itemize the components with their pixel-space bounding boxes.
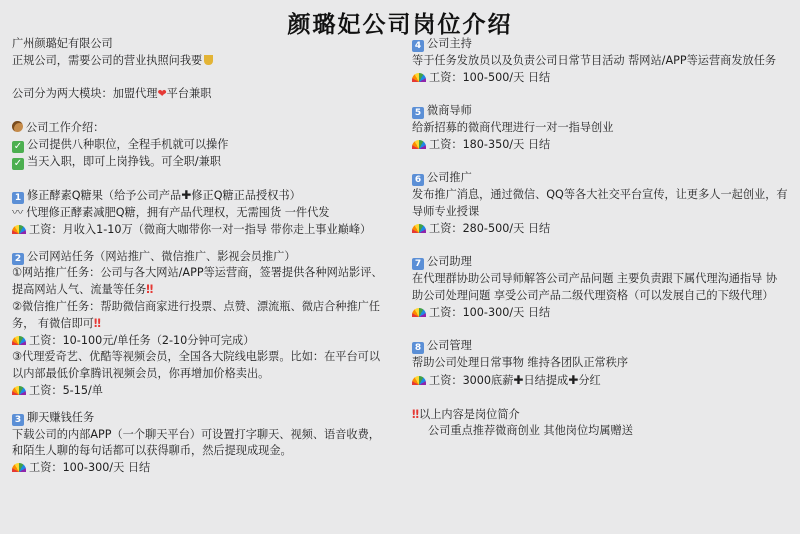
section-1-salary-text: 工资：月收入1-10万（微商大咖带你一对一指导 带你走上事业巅峰） [29,222,372,236]
plus-icon: ✚ [181,188,192,203]
rainbow-icon [12,336,26,345]
modules-line [12,86,388,103]
license-note [12,53,388,70]
section-8-salary-c: 分红 [578,373,601,387]
left-column [12,36,388,477]
plus-icon: ✚ [568,372,579,387]
work-intro-heading-text: 公司工作介绍： [26,120,105,134]
section-1-desc-text: 代理修正酵素减肥Q糖，拥有产品代理权，无需囤货 一件代发 [26,205,330,219]
section-2-salary-2-text: 工资：5-15/单 [29,383,103,397]
section-3-heading-text: 聊天赚钱任务 [27,410,95,424]
section-4-heading-text: 公司主持 [427,37,472,50]
work-intro-heading [12,120,388,137]
section-5-salary [412,137,788,154]
modules-prefix: 公司分为两大模块：加盟代理 [12,87,158,101]
wave-icon: 〰 [12,205,24,219]
footer-line-1-text: 以上内容是岗位简介 [419,407,520,421]
section-6-desc: 发布推广消息，通过微信、QQ等各大社交平台宣传，让更多人一起创业，有导师专业授课 [412,188,788,218]
trophy-icon [204,55,213,65]
rainbow-icon [12,463,26,472]
section-5-heading [412,103,788,120]
section-2-item-1 [12,265,388,299]
work-point-2 [12,154,388,171]
section-7-salary [412,305,788,322]
section-5-desc: 给新招募的微商代理进行一对一指导创业 [412,120,614,134]
section-4-desc: 等于任务发放员以及负责公司日常节目活动 帮网站/APP等运营商发放任务 [412,53,777,67]
rainbow-icon [412,224,426,233]
page-title: 颜璐妃公司岗位介绍 [287,11,513,38]
section-3-desc: 下载公司的内部APP（一个聊天平台）可设置打字聊天、视频、语音收费，和陌生人聊的每句话都可以获得聊币，然后提现成现金。 [12,427,380,458]
rainbow-icon [412,376,426,385]
section-6-heading-text: 公司推广 [427,171,472,185]
double-exclamation-icon: ‼ [412,407,420,421]
double-exclamation-icon: ‼ [93,316,101,330]
footer-line-2: 公司重点推荐微商创业 其他岗位均属赠送 [428,424,633,438]
section-1-desc [12,205,388,222]
section-2-salary-1-text: 工资：10-100元/单任务（2-10分钟可完成） [29,333,255,347]
section-3-salary [12,460,388,477]
work-point-1-text: 公司提供八种职位，全程手机就可以操作 [27,137,229,151]
section-2-salary-2 [12,383,388,400]
section-6-salary [412,221,788,238]
section-1-heading-a: 修正酵素Q糖果（给予公司产品 [27,189,182,203]
section-4-salary [412,70,788,87]
section-2-heading [12,249,388,266]
company-name: 广州颜璐妃有限公司 [12,37,113,50]
section-2-salary-1 [12,333,388,350]
number-3-icon: 3 [12,414,24,426]
modules-suffix: 平台兼职 [166,87,212,101]
section-2-heading-text: 公司网站任务（网站推广、微信推广、影视会员推广） [27,249,296,263]
cookie-icon [12,121,23,132]
number-4-icon: 4 [412,40,424,52]
plus-icon: ✚ [513,372,524,387]
section-7-heading [412,254,788,271]
right-column [412,36,788,440]
section-1-salary [12,222,388,239]
rainbow-icon [12,386,26,395]
footer-line-1 [412,407,788,424]
work-point-1 [12,137,388,154]
number-6-icon: 6 [412,174,424,186]
section-5-salary-text: 工资：180-350/天 日结 [429,137,551,151]
section-8-salary [412,372,788,390]
section-2-item-3: ③代理爱奇艺、优酷等视频会员，全国各大院线电影票。比如：在平台可以以内部最低价拿腾讯视频会员，你再增加价格卖出。 [12,350,381,381]
section-8-salary-b: 日结提成 [523,373,569,387]
section-2-item-1-text: ①网站推广任务：公司与各大网站/APP等运营商，签署提供各种网站影评、提高网站人气、流量等任务 [12,266,383,297]
number-1-icon: 1 [12,192,24,204]
section-4-heading [412,36,788,53]
number-5-icon: 5 [412,107,424,119]
section-3-salary-text: 工资：100-300/天 日结 [29,461,151,475]
section-4-salary-text: 工资：100-500/天 日结 [429,70,551,84]
check-icon: ✓ [13,157,23,169]
section-6-salary-text: 工资：280-500/天 日结 [429,221,551,235]
rainbow-icon [412,140,426,149]
rainbow-icon [412,308,426,317]
number-2-icon: 2 [12,253,24,265]
section-2-item-2 [12,299,388,333]
section-8-desc: 帮助公司处理日常事物 维持各团队正常秩序 [412,356,629,370]
section-6-heading [412,170,788,187]
license-note-text: 正规公司，需要公司的营业执照问我要 [12,53,203,67]
rainbow-icon [412,73,426,82]
check-icon: ✓ [13,140,23,152]
section-8-heading-text: 公司管理 [427,339,472,353]
section-2-item-2-text: ②微信推广任务：帮助微信商家进行投票、点赞、漂流瓶、微店合种推广任务， 有微信即可 [12,299,381,330]
section-5-heading-text: 微商导师 [427,104,472,118]
section-1-heading-b: 修正Q糖正品授权书） [191,189,301,203]
number-8-icon: 8 [412,342,424,354]
work-point-2-text: 当天入职，即可上岗挣钱。可全职/兼职 [27,154,221,168]
section-1-heading [12,187,388,205]
section-8-heading [412,338,788,355]
section-7-salary-text: 工资：100-300/天 日结 [429,305,551,319]
section-7-heading-text: 公司助理 [427,255,472,269]
section-3-heading [12,410,388,427]
rainbow-icon [12,225,26,234]
section-8-salary-a: 工资：3000底薪 [429,373,514,387]
double-exclamation-icon: ‼ [146,283,154,297]
heart-icon: ❤ [157,87,167,101]
section-7-desc: 在代理群协助公司导师解答公司产品问题 主要负责跟下属代理沟通指导 协助公司处理问题 享受公司产品二级代理资格（可以发展自己的下级代理） [412,272,778,302]
number-7-icon: 7 [412,258,424,270]
